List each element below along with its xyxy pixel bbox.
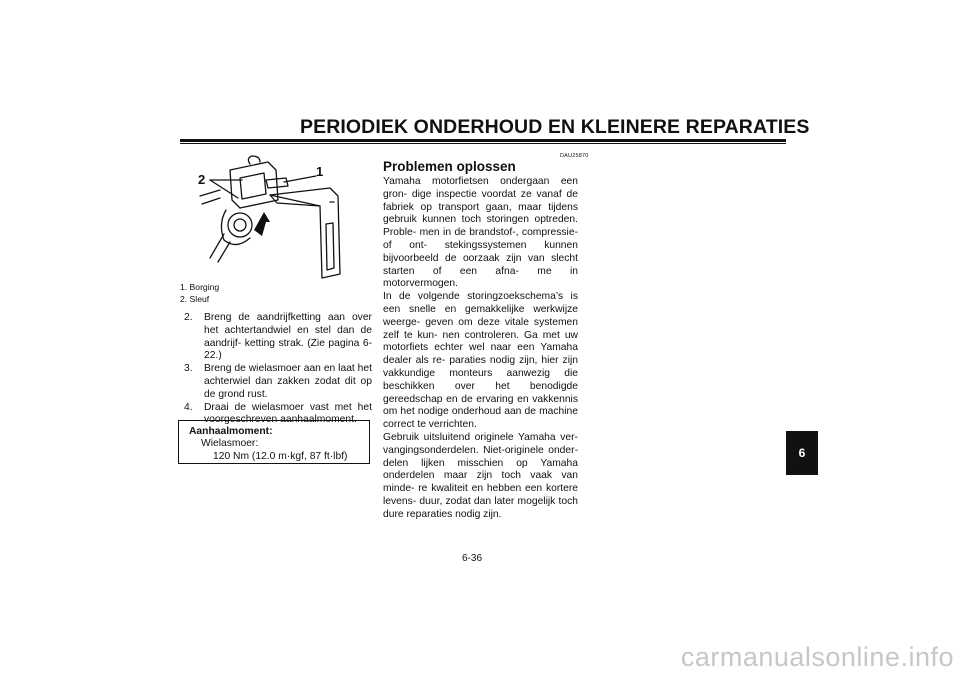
caption-item: 2. Sleuf bbox=[180, 293, 210, 304]
step-item bbox=[184, 312, 372, 363]
step-number: 3. bbox=[184, 363, 193, 375]
paragraph: Yamaha motorfietsen ondergaan een gron- dige inspectie voordat ze vanaf de fabriek op transport gaan, maar tijdens gebruik kunnen toch storingen optreden. Proble- men in de brandstof-, compressie- of ont- stekingssystemen kunnen bijvoorbeeld de oorzaak zijn van slecht starten of een afna- me in motorvermogen. bbox=[383, 176, 578, 290]
step-text: Breng de aandrijfketting aan over het achtertandwiel en stel dan de aandrijf- ketting strak. (Zie pagina 6-22.) bbox=[204, 312, 372, 362]
header-rule bbox=[180, 139, 786, 142]
watermark: carmanualsonline.info bbox=[680, 642, 954, 672]
step-item bbox=[184, 363, 372, 401]
torque-spec-box bbox=[178, 420, 370, 464]
figure-captions bbox=[180, 282, 219, 305]
spec-value: 120 Nm (12.0 m·kgf, 87 ft·lbf) bbox=[213, 450, 348, 462]
step-text: Draai de wielasmoer vast met het voorgeschreven aanhaalmoment. bbox=[204, 401, 372, 426]
header-rule-thin bbox=[180, 143, 786, 144]
spec-item: Wielasmoer: bbox=[201, 438, 259, 450]
document-code: DAU25870 bbox=[560, 153, 589, 159]
step-text: Breng de wielasmoer aan en laat het achterwiel dan zakken zodat dit op de grond rust. bbox=[204, 363, 372, 400]
section-title: Problemen oplossen bbox=[383, 159, 516, 174]
step-number: 2. bbox=[184, 312, 193, 323]
step-number: 4. bbox=[184, 401, 193, 413]
page-header-title: PERIODIEK ONDERHOUD EN KLEINERE REPARATIES bbox=[300, 116, 810, 138]
paragraph: Gebruik uitsluitend originele Yamaha ver- vangingsonderdelen. Niet-originele onder- delen lijken misschien op Yamaha onderdelen maar zijn toch vaak van minde- re kwaliteit en hebben een kortere levens- duur, zodat dan later mogelijk toch dure reparaties nodig zijn. bbox=[383, 431, 578, 520]
rear-axle-illustration bbox=[180, 150, 370, 280]
procedure-steps bbox=[184, 312, 372, 427]
figure-label-1: 1 bbox=[316, 164, 324, 179]
section-body bbox=[383, 176, 578, 522]
page-number: 6-36 bbox=[462, 553, 483, 564]
caption-item: 1. Borging bbox=[180, 282, 220, 292]
spec-title: Aanhaalmoment: bbox=[189, 426, 273, 437]
paragraph: In de volgende storingzoekschema’s is een snelle en gemakkelijke werkwijze weerge- geven om deze vitale systemen zelf te kun- nen controleren. Ga met uw motorfiets echter wel naar een Yamaha dealer als re- paraties nodig zijn, hier zijn vakkundige monteurs aanwezig die beschikken over het benodigde gereedschap en de ervaring en vakkennis om het nodige onderhoud aan de machine correct te verrichten. bbox=[383, 291, 578, 431]
figure-label-2: 2 bbox=[198, 172, 206, 187]
chapter-tab: 6 bbox=[786, 431, 818, 475]
